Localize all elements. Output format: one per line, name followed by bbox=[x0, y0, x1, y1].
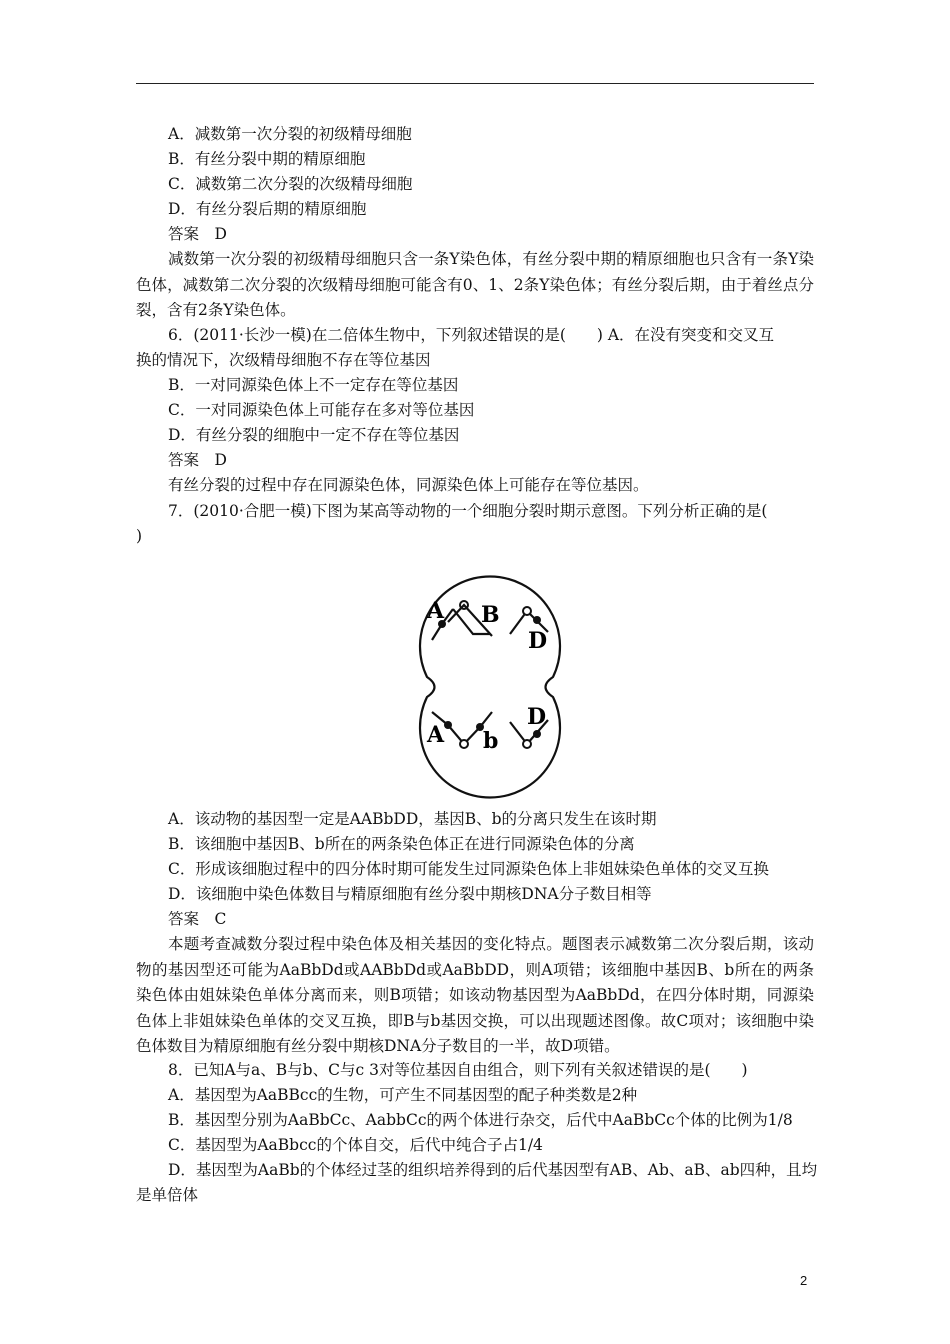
label-b-top: B bbox=[481, 602, 500, 628]
label-a-top: A bbox=[427, 598, 445, 624]
q6-stem-line1: 6．(2011·长沙一模)在二倍体生物中，下列叙述错误的是( ) A．在没有突变和交叉互 bbox=[168, 326, 775, 344]
q7-option-c: C．形成该细胞过程中的四分体时期可能发生过同源染色体上非姐妹染色单体的交叉互换 bbox=[168, 860, 769, 878]
label-d-bottom: D bbox=[527, 704, 547, 730]
q7-option-a: A．该动物的基因型一定是AABbDD，基因B、b的分离只发生在该时期 bbox=[168, 810, 657, 828]
q6-answer: 答案 D bbox=[168, 451, 227, 469]
q6-option-b: B．一对同源染色体上不一定存在等位基因 bbox=[168, 376, 459, 394]
q8-option-a: A．基因型为AaBBcc的生物，可产生不同基因型的配子种类数是2种 bbox=[168, 1086, 638, 1104]
q7-option-b: B．该细胞中基因B、b所在的两条染色体正在进行同源染色体的分离 bbox=[168, 835, 635, 853]
q8-stem: 8．已知A与a、B与b、C与c 3对等位基因自由组合，则下列有关叙述错误的是( ) bbox=[168, 1061, 748, 1079]
q8-option-d-line2: 是单倍体 bbox=[136, 1186, 199, 1204]
q7-explanation: 本题考查减数分裂过程中染色体及相关基因的变化特点。题图表示减数第二次分裂后期，该动物的基因型还可能为AaBbDd或AABbDd或AaBbDD，则A项错；该细胞中基因B、b所在的两条染色体由姐妹染色单体分离而来，则B项错；如该动物基因型为AaBbDd，在四分体时期，同源染色体上非姐妹染色单体的交叉互换，即B与b基因交换，可以出现题述图像。故C项对；该细胞中染色体数目为精原细胞有丝分裂中期核DNA分子数目的一半，故D项错。 bbox=[136, 935, 814, 1055]
centromere-bottom-left-open bbox=[460, 740, 468, 748]
q5-explanation: 减数第一次分裂的初级精母细胞只含一条Y染色体，有丝分裂中期的精原细胞也只含有一条Y染色体，减数第二次分裂的次级精母细胞可能含有0、1、2条Y染色体；有丝分裂后期，由于着丝点分裂，含有2条Y染色体。 bbox=[136, 250, 814, 319]
centromere-bottom-right-open bbox=[523, 740, 531, 748]
label-d-top: D bbox=[528, 628, 548, 654]
q5-option-d: D．有丝分裂后期的精原细胞 bbox=[168, 200, 367, 218]
centromere-bottom-right-solid bbox=[533, 730, 541, 738]
q6-option-c: C．一对同源染色体上可能存在多对等位基因 bbox=[168, 401, 475, 419]
q5-option-b: B．有丝分裂中期的精原细胞 bbox=[168, 150, 366, 168]
label-b-bottom: b bbox=[483, 728, 499, 754]
label-a-bottom: A bbox=[427, 722, 445, 748]
q5-answer: 答案 D bbox=[168, 225, 227, 243]
q6-stem-line2: 换的情况下，次级精母细胞不存在等位基因 bbox=[136, 351, 431, 369]
q8-option-d-line1: D．基因型为AaBb的个体经过茎的组织培养得到的后代基因型有AB、Ab、aB、ab四种，且均 bbox=[168, 1161, 818, 1179]
q8-option-c: C．基因型为AaBbcc的个体自交，后代中纯合子占1/4 bbox=[168, 1136, 543, 1154]
q7-answer: 答案 C bbox=[168, 910, 227, 928]
cell-division-figure bbox=[410, 562, 570, 812]
q7-option-d: D．该细胞中染色体数目与精原细胞有丝分裂中期核DNA分子数目相等 bbox=[168, 885, 652, 903]
header-rule bbox=[136, 83, 814, 84]
q5-option-c: C．减数第二次分裂的次级精母细胞 bbox=[168, 175, 413, 193]
q7-stem-line2: ) bbox=[136, 527, 143, 545]
centromere-bottom-left-solid bbox=[444, 721, 452, 729]
q8-option-b: B．基因型分别为AaBbCc、AabbCc的两个体进行杂交，后代中AaBbCc个体的比例为1/8 bbox=[168, 1111, 793, 1129]
q6-option-d: D．有丝分裂的细胞中一定不存在等位基因 bbox=[168, 426, 460, 444]
q5-option-a: A．减数第一次分裂的初级精母细胞 bbox=[168, 125, 412, 143]
q6-explanation: 有丝分裂的过程中存在同源染色体，同源染色体上可能存在等位基因。 bbox=[168, 476, 649, 494]
centromere-top-right-open bbox=[523, 607, 531, 615]
q7-stem-line1: 7．(2010·合肥一模)下图为某高等动物的一个细胞分裂时期示意图。下列分析正确的是( bbox=[168, 502, 768, 520]
page-number: 2 bbox=[800, 1273, 808, 1288]
centromere-top-right-solid bbox=[533, 616, 541, 624]
